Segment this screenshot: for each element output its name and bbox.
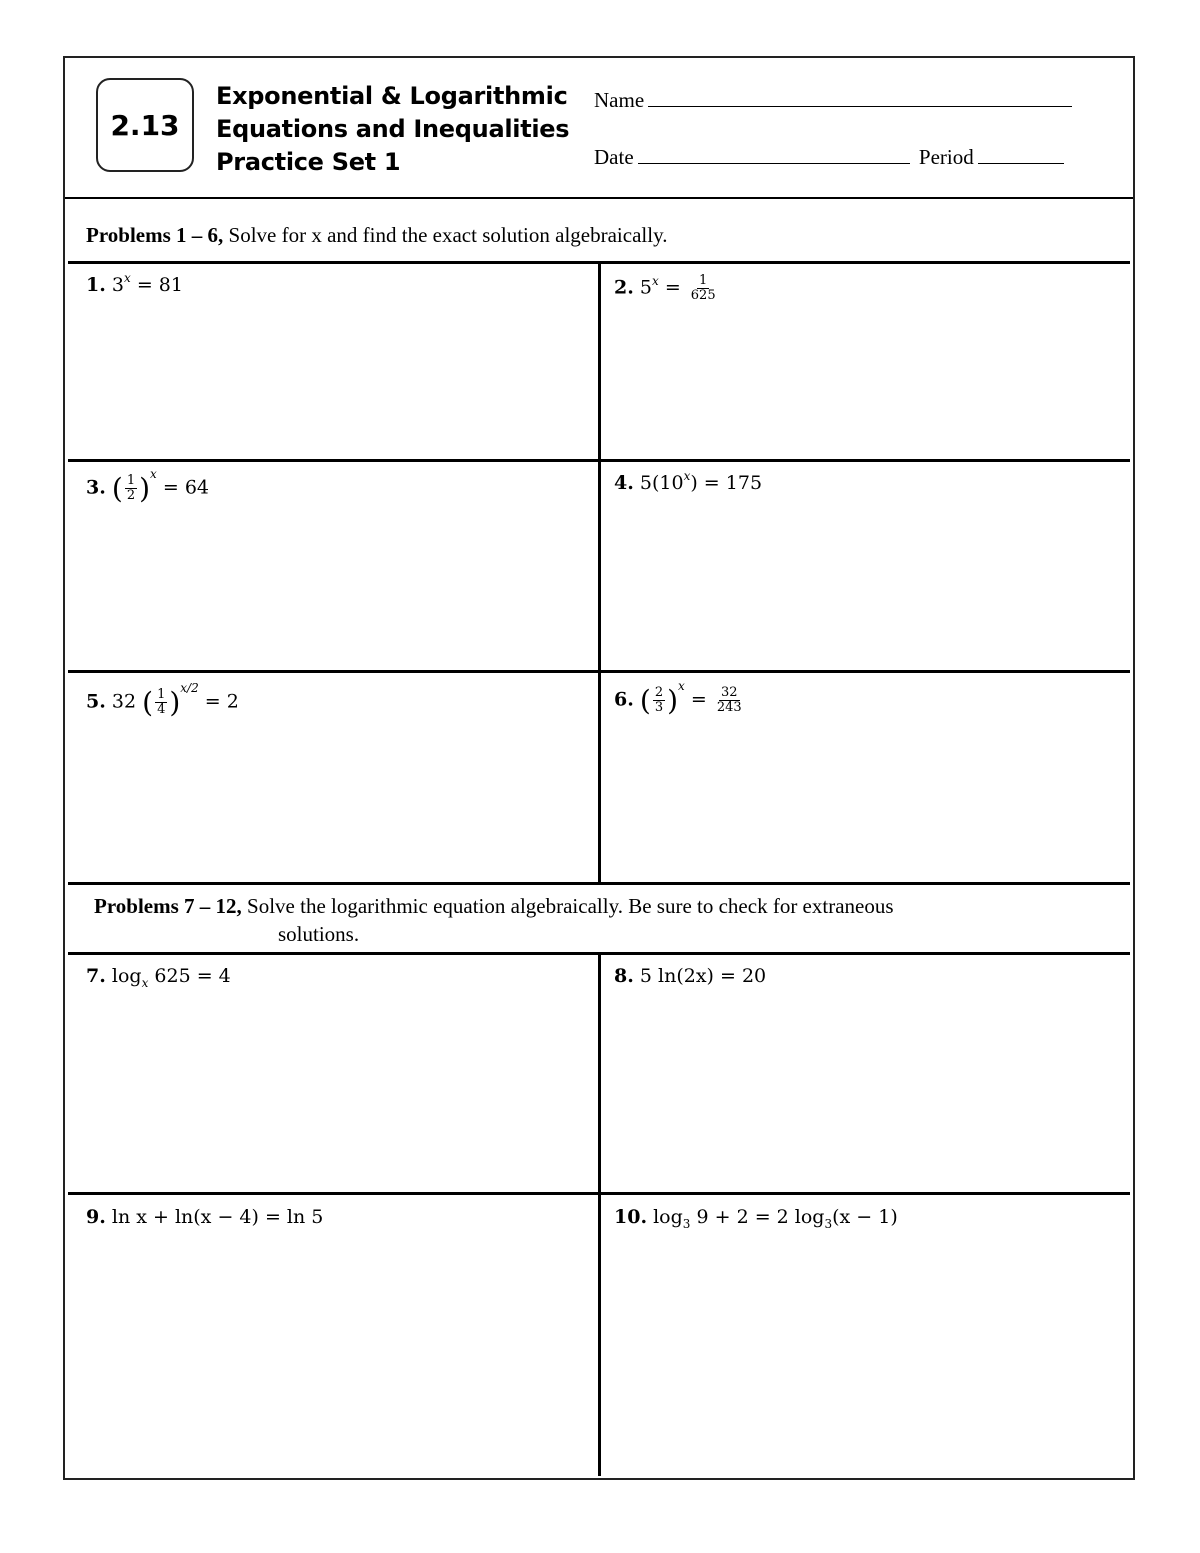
log-base: x [141, 976, 149, 990]
equation: 5 ln(2x) = 20 [639, 965, 767, 987]
log: log [653, 1206, 683, 1228]
problem-number: 2. [614, 276, 634, 299]
section1-instructions [86, 223, 667, 248]
exponent: x [683, 469, 691, 483]
problem-number: 4. [614, 472, 634, 494]
lesson-badge [96, 78, 194, 172]
rhs: ) = 175 [690, 472, 763, 494]
base: 3 [111, 274, 124, 296]
exponent: x [150, 466, 157, 481]
lesson-number: 2.13 [110, 108, 180, 142]
problem-7 [86, 965, 231, 990]
section2-label: Problems 7 – 12, [94, 894, 242, 918]
rhs-fraction [715, 686, 744, 715]
problem-number: 5. [86, 690, 106, 713]
numerator: 1 [126, 473, 136, 488]
problem-9 [86, 1206, 323, 1228]
equals: = [690, 688, 707, 711]
problem-number: 6. [614, 688, 634, 711]
fraction [125, 474, 137, 503]
coefficient: 32 [111, 690, 137, 713]
exponent: x [678, 678, 685, 693]
numerator: 1 [157, 687, 166, 702]
rhs: (x − 1) [832, 1206, 898, 1228]
title-line-1: Exponential & Logarithmic [216, 82, 568, 110]
problem-5: 5. 32 ( $\frac{1}{4}$ )$^{x/2}$ = 2 [86, 680, 239, 719]
rhs: = 2 [204, 690, 239, 713]
date-label: Date [594, 145, 634, 169]
denominator: 625 [690, 288, 716, 303]
log-base: 3 [682, 1217, 691, 1231]
lhs: 5(10 [639, 472, 684, 494]
name-label: Name [594, 88, 645, 112]
problem-number: 3. [86, 476, 106, 499]
header-divider [65, 197, 1133, 199]
problem-6: 6. ( $\frac{2}{3}$ )$^x$ = $\frac{32}{243}$ [614, 678, 742, 717]
column-divider-1 [598, 262, 601, 884]
equals: = [664, 276, 681, 299]
section2-text: Solve the logarithmic equation algebraically. Be sure to check for extraneous [247, 894, 894, 918]
problem-number: 1. [86, 274, 106, 296]
problem-2 [614, 274, 720, 303]
period-label: Period [918, 145, 974, 169]
log-base: 3 [824, 1217, 833, 1231]
worksheet-title [216, 80, 569, 179]
denominator: 2 [126, 488, 136, 503]
exponent: x/2 [180, 680, 199, 695]
denominator: 243 [716, 700, 742, 715]
rhs: 625 = 4 [154, 965, 231, 987]
section2-text-continued [278, 922, 359, 947]
numerator: 32 [720, 685, 738, 700]
problem-3: 3. ( $\frac{1}{2}$ )$^x$ = 64 [86, 466, 210, 505]
section2-text2: solutions. [278, 922, 360, 946]
equation: ln x + ln(x − 4) = ln 5 [111, 1206, 324, 1228]
section1-label: Problems 1 – 6, [86, 223, 224, 247]
section1-text: Solve for x and find the exact solution algebraically. [228, 223, 668, 247]
middle-expression: 9 + 2 = 2 log [696, 1206, 825, 1228]
problem-4 [614, 469, 763, 494]
rhs: = 64 [162, 476, 210, 499]
fraction [689, 274, 718, 303]
rhs: = 81 [136, 274, 183, 296]
exponent: x [123, 271, 131, 285]
problem-10 [614, 1206, 898, 1231]
numerator: 2 [654, 685, 664, 700]
denominator: 3 [654, 700, 664, 715]
base: 5 [639, 276, 652, 299]
problem-number: 8. [614, 965, 634, 987]
problem-number: 9. [86, 1206, 106, 1228]
title-line-3: Practice Set 1 [216, 148, 401, 176]
problem-number: 10. [614, 1206, 648, 1228]
date-blank[interactable] [638, 145, 910, 164]
period-blank[interactable] [978, 145, 1064, 164]
problem-1 [86, 271, 183, 296]
section2-instructions [94, 894, 894, 919]
problem-8 [614, 965, 766, 987]
column-divider-2 [598, 954, 601, 1476]
log: log [111, 965, 142, 987]
exponent: x [651, 273, 659, 288]
fraction [155, 688, 167, 717]
fraction [653, 686, 665, 715]
problem-number: 7. [86, 965, 106, 987]
numerator: 1 [699, 273, 708, 288]
name-field[interactable] [594, 88, 1072, 113]
denominator: 4 [157, 702, 166, 717]
title-line-2: Equations and Inequalities [216, 115, 570, 143]
name-blank[interactable] [648, 88, 1072, 107]
date-field[interactable] [594, 145, 1064, 170]
